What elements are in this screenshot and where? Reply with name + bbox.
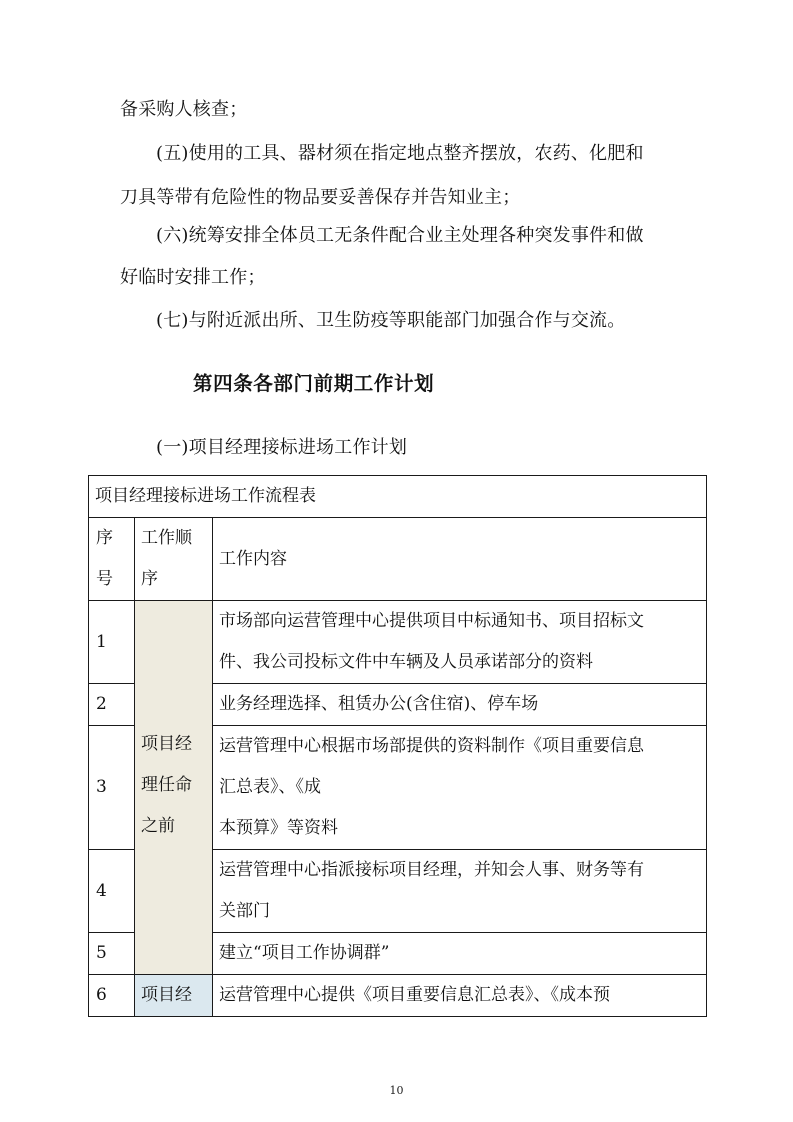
paragraph-text: 刀具等带有危险性的物品要妥善保存并告知业主； [120, 187, 521, 208]
workflow-table [88, 475, 707, 1017]
table-title-row [89, 476, 707, 518]
paragraph-text: 好临时安排工作； [120, 267, 266, 288]
row-content: 建立“项目工作协调群” [213, 933, 707, 975]
row-num: 2 [89, 684, 135, 726]
sub-heading: (一)项目经理接标进场工作计划 [156, 437, 408, 458]
phase-cell: 项目经 理任命 之前 [135, 601, 213, 975]
row-content: 运营管理中心提供《项目重要信息汇总表》、《成本预 [213, 975, 707, 1017]
paragraph-text: (七)与附近派出所、卫生防疫等职能部门加强合作与交流。 [156, 310, 626, 331]
row-num: 1 [89, 601, 135, 684]
table-row [89, 601, 707, 684]
paragraph-text: (五)使用的工具、器材须在指定地点整齐摆放，农药、化肥和 [156, 143, 644, 164]
paragraph-text: (六)统筹安排全体员工无条件配合业主处理各种突发事件和做 [156, 225, 644, 246]
table-title: 项目经理接标进场工作流程表 [89, 476, 707, 518]
row-num: 5 [89, 933, 135, 975]
row-content: 运营管理中心根据市场部提供的资料制作《项目重要信息 汇总表》、《成 本预算》等资料 [213, 726, 707, 850]
table-row [89, 975, 707, 1017]
row-content: 市场部向运营管理中心提供项目中标通知书、项目招标文 件、我公司投标文件中车辆及人员承诺部分的资料 [213, 601, 707, 684]
row-num: 6 [89, 975, 135, 1017]
phase-cell: 项目经 [135, 975, 213, 1017]
page-number: 10 [389, 1084, 404, 1097]
row-num: 3 [89, 726, 135, 850]
header-content: 工作内容 [213, 518, 707, 601]
row-num: 4 [89, 850, 135, 933]
paragraph-text: 备采购人核查； [120, 99, 248, 120]
table-header-row [89, 518, 707, 601]
header-order: 工作顺 序 [135, 518, 213, 601]
section-heading: 第四条各部门前期工作计划 [193, 372, 435, 395]
header-num: 序 号 [89, 518, 135, 601]
row-content: 运营管理中心指派接标项目经理，并知会人事、财务等有 关部门 [213, 850, 707, 933]
row-content: 业务经理选择、租赁办公(含住宿)、停车场 [213, 684, 707, 726]
